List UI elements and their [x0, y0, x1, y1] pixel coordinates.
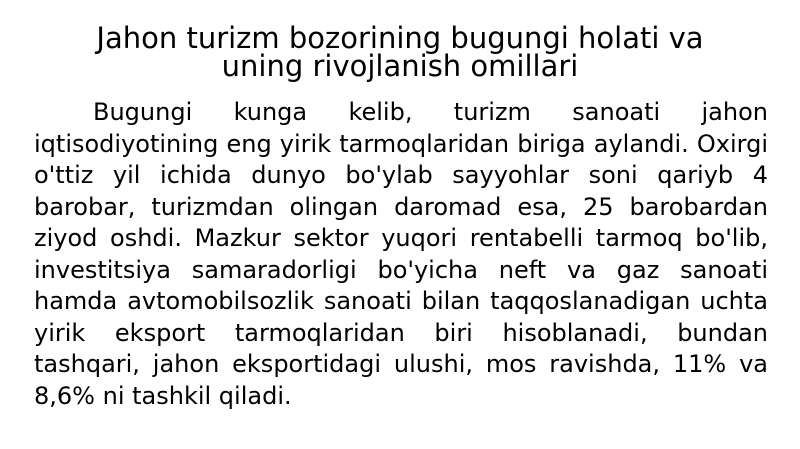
slide-body-paragraph: Bugungi kunga kelib, turizm sanoati jahon iqtisodiyotining eng yirik tarmoqlaridan biriga aylandi. Oxirgi o'ttiz yil ichida dunyo bo'ylab sayyohlar soni qariyb 4 barobar, turizmdan olingan daromad esa, 25 barobardan ziyod oshdi. Mazkur sektor yuqori rentabelli tarmoq bo'lib, investitsiya samaradorligi bo'yicha neft va gaz sanoati hamda avtomobilsozlik sanoati bilan taqqoslanadigan uchta yirik eksport tarmoqlaridan biri hisoblanadi, bundan tashqari, jahon eksportidagi ulushi, mos ravishda, 11% va 8,6% ni tashkil qiladi. — [34, 98, 768, 410]
slide-title: Jahon turizm bozorining bugungi holati va uning rivojlanish omillari — [96, 21, 704, 83]
